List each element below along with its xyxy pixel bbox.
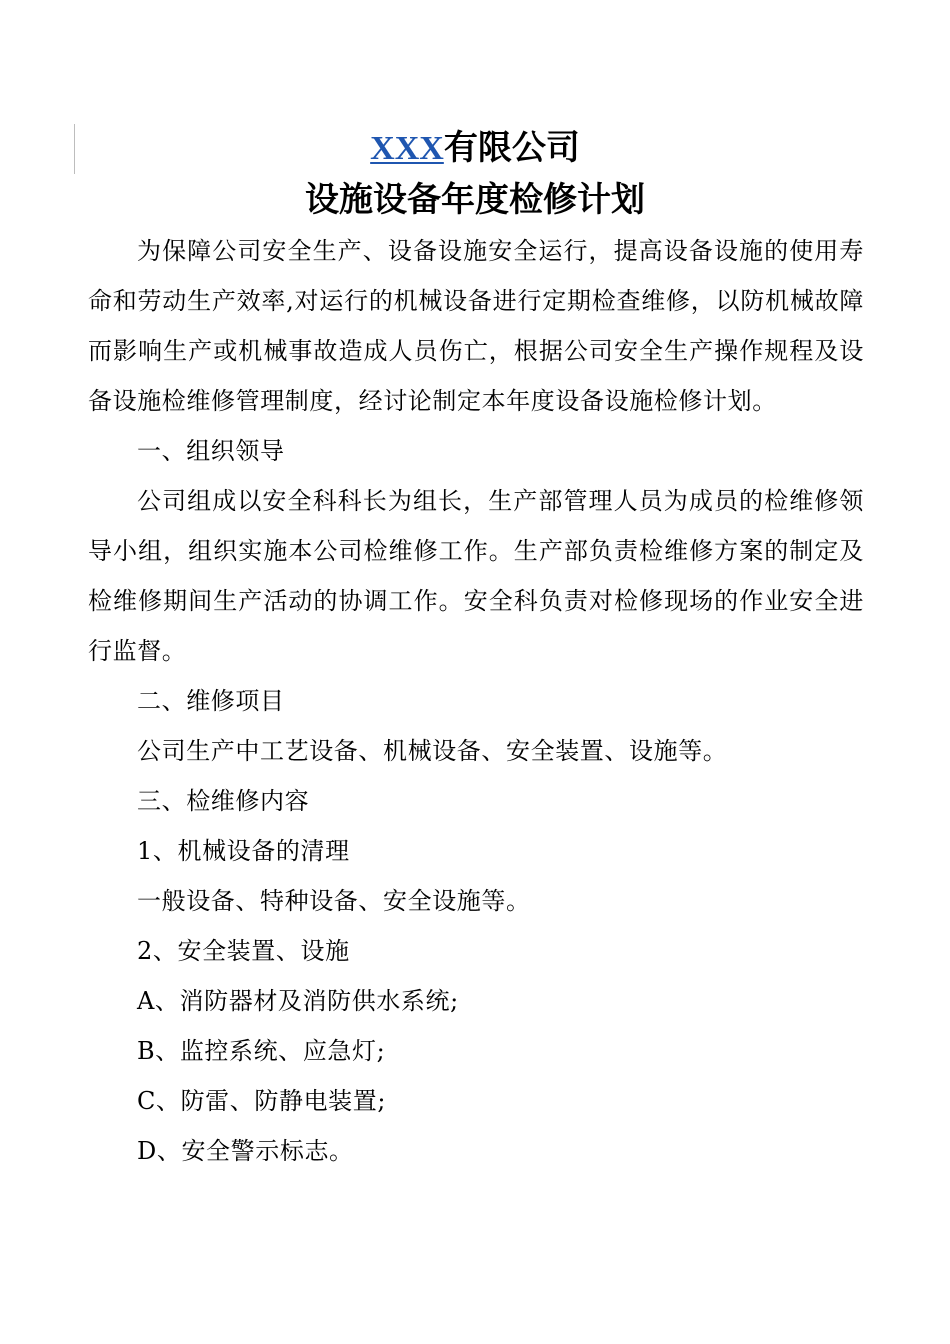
content-item-2-a: A、消防器材及消防供水系统; (137, 987, 459, 1015)
content-item-1: 1、机械设备的清理 (137, 837, 350, 865)
title-company-suffix: 有限公司 (443, 128, 580, 168)
document-body (88, 226, 864, 1176)
section-heading-items: 二、维修项目 (137, 687, 285, 715)
content-item-2-c: C、防雷、防静电装置; (137, 1087, 387, 1115)
title-company (0, 128, 950, 168)
items-paragraph: 公司生产中工艺设备、机械设备、安全装置、设施等。 (137, 737, 728, 765)
title-company-code: XXX (370, 130, 444, 167)
section-heading-content: 三、检维修内容 (137, 787, 310, 815)
section-heading-organization: 一、组织领导 (137, 437, 285, 465)
content-item-1-detail: 一般设备、特种设备、安全设施等。 (137, 887, 531, 915)
title-plan: 设施设备年度检修计划 (305, 180, 645, 220)
intro-paragraph: 为保障公司安全生产、设备设施安全运行，提高设备设施的使用寿命和劳动生产效率,对运行的机械设备进行定期检查维修，以防机械故障而影响生产或机械事故造成人员伤亡，根据公司安全生产操作规程及设备设施检维修管理制度，经讨论制定本年度设备设施检修计划。 (88, 237, 864, 415)
content-item-2-d: D、安全警示标志。 (137, 1137, 354, 1165)
content-item-2-b: B、监控系统、应急灯; (137, 1037, 386, 1065)
content-item-2: 2、安全装置、设施 (137, 937, 350, 965)
organization-paragraph: 公司组成以安全科科长为组长，生产部管理人员为成员的检维修领导小组，组织实施本公司检维修工作。生产部负责检维修方案的制定及检维修期间生产活动的协调工作。安全科负责对检修现场的作业安全进行监督。 (88, 487, 864, 665)
